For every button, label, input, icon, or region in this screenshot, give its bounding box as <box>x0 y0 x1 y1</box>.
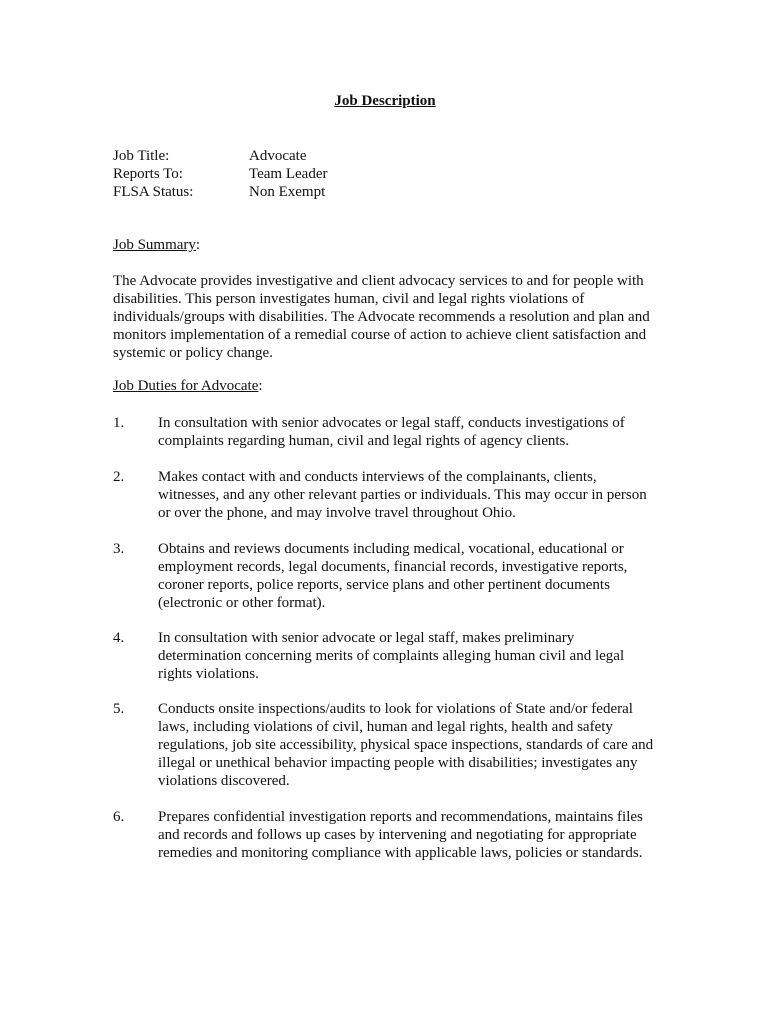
duty-number: 5. <box>113 701 125 717</box>
duty-item <box>113 808 659 862</box>
duty-text: Obtains and reviews documents including medical, vocational, educational or employment records, legal documents, financial records, investigative reports, coroner reports, police reports, service plans and other pertinent documents (electronic or other format). <box>158 541 628 611</box>
summary-paragraph: The Advocate provides investigative and client advocacy services to and for people with disabilities. This person investigates human, civil and legal rights violations of individuals/groups with disabilities. The Advocate recommends a resolution and plan and monitors implementation of a remedial course of action to achieve client satisfaction and systemic or policy change. <box>113 273 650 361</box>
duty-text: In consultation with senior advocate or legal staff, makes preliminary determination concerning merits of complaints alleging human civil and legal rights violations. <box>158 630 625 682</box>
duty-item <box>113 629 659 683</box>
duty-item <box>113 468 659 522</box>
meta-value: Team Leader <box>249 166 328 182</box>
document-title: Job Description <box>334 93 436 109</box>
summary-heading-text: Job Summary <box>113 237 196 253</box>
duty-number: 6. <box>113 809 125 825</box>
meta-row-job-title <box>113 147 327 165</box>
duty-number: 4. <box>113 630 125 646</box>
duty-item <box>113 700 659 790</box>
meta-value: Non Exempt <box>249 184 326 200</box>
duty-text: Makes contact with and conducts interviews of the complainants, clients, witnesses, and any other relevant parties or individuals. This may occur in person or over the phone, and may involve travel throughout Ohio. <box>158 469 647 521</box>
duties-heading <box>113 378 263 395</box>
summary-heading-colon: : <box>195 237 201 253</box>
summary-heading <box>113 237 200 254</box>
job-meta <box>113 147 327 201</box>
duty-text: Conducts onsite inspections/audits to look for violations of State and/or federal laws, including violations of civil, human and legal rights, health and safety regulations, job site accessibility, physical space inspections, standards of care and illegal or unethical behavior impacting people with disabilities; investigates any violations discovered. <box>158 701 654 789</box>
meta-row-flsa-status <box>113 183 327 201</box>
duties-heading-text: Job Duties for Advocate <box>113 378 259 394</box>
meta-row-reports-to <box>113 165 327 183</box>
duty-item <box>113 414 659 450</box>
duty-number: 2. <box>113 469 125 485</box>
duty-text: In consultation with senior advocates or legal staff, conducts investigations of complaints regarding human, civil and legal rights of agency clients. <box>158 415 625 449</box>
duty-item <box>113 540 659 612</box>
duty-text: Prepares confidential investigation reports and recommendations, maintains files and records and follows up cases by intervening and negotiating for appropriate remedies and monitoring compliance with applicable laws, policies or standards. <box>158 809 643 861</box>
meta-value: Advocate <box>249 148 307 164</box>
meta-label: FLSA Status: <box>113 184 194 200</box>
meta-label: Job Title: <box>113 148 170 164</box>
duty-number: 3. <box>113 541 125 557</box>
duty-number: 1. <box>113 415 125 431</box>
duties-heading-colon: : <box>258 378 263 394</box>
meta-label: Reports To: <box>113 166 183 182</box>
